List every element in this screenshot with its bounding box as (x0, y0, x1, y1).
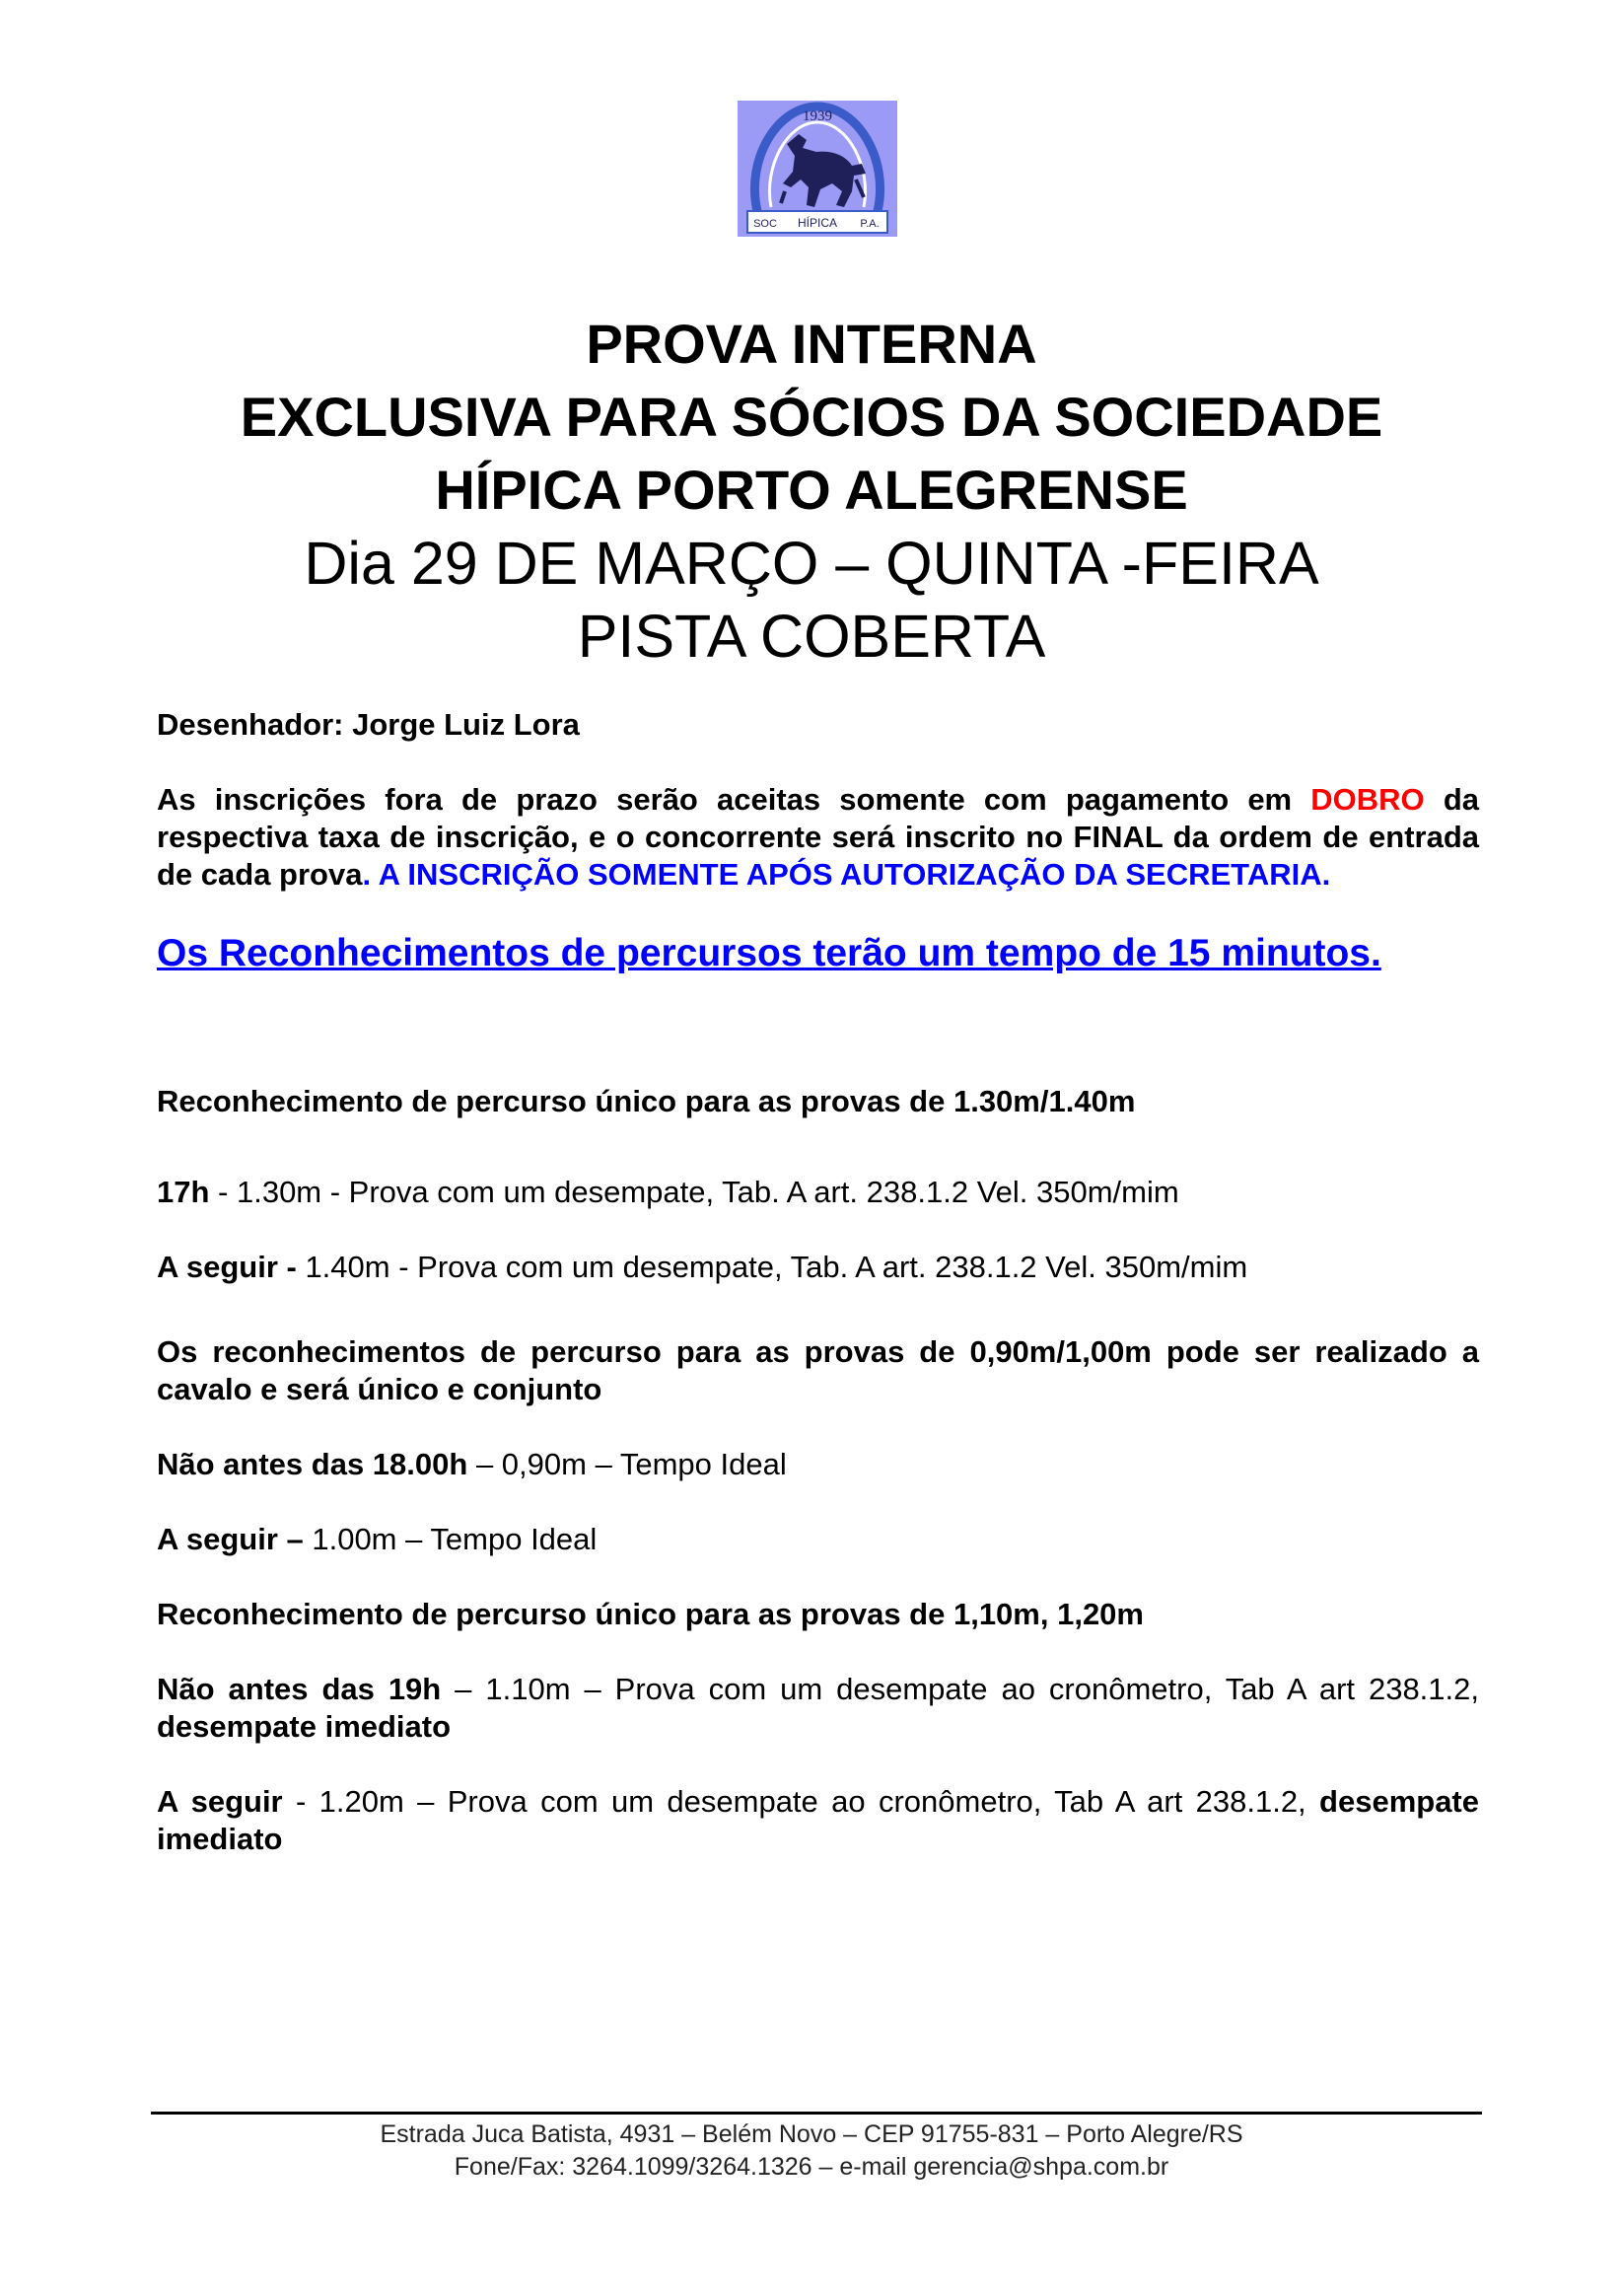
designer-line: Desenhador: Jorge Luiz Lora (157, 707, 580, 742)
notice-authorization: A INSCRIÇÃO SOMENTE APÓS AUTORIZAÇÃO DA SECRETARIA. (371, 857, 1331, 892)
item-text: 1.00m – Tempo Ideal (303, 1522, 598, 1556)
footer-address: Estrada Juca Batista, 4931 – Belém Novo – CEP 91755-831 – Porto Alegre/RS (380, 2120, 1243, 2148)
logo-banner-right: P.A. (860, 218, 880, 230)
item-time: A seguir (157, 1784, 283, 1819)
notice-dot: . (362, 857, 372, 892)
item-time: A seguir – (157, 1522, 304, 1556)
schedule-item-1-40 (157, 1249, 1479, 1286)
schedule-item-1-20 (157, 1783, 1479, 1858)
title-date: Dia 29 DE MARÇO – QUINTA -FEIRA (304, 530, 1319, 597)
document-title (0, 308, 1623, 673)
title-line-3: HÍPICA PORTO ALEGRENSE (435, 459, 1188, 521)
title-venue: PISTA COBERTA (577, 603, 1046, 670)
notice-dobro: DOBRO (1310, 782, 1425, 817)
item-tiebreak: desempate imediato (157, 1709, 452, 1744)
item-time: A seguir - (157, 1250, 297, 1284)
logo-year: 1939 (803, 108, 832, 124)
item-tiebreak: desempate imediato (157, 1784, 1479, 1856)
item-time: 17h (157, 1175, 210, 1209)
footer (0, 2118, 1623, 2184)
section-1-heading: Reconhecimento de percurso único para as provas de 1.30m/1.40m (157, 1084, 1136, 1118)
item-text: – 1.10m – Prova com um desempate ao cronômetro, Tab A art 238.1.2, (441, 1672, 1479, 1706)
schedule-item-18h (157, 1446, 1479, 1483)
schedule-item-17h (157, 1174, 1479, 1211)
notice-text-1: As inscrições fora de prazo serão aceitas somente com pagamento em (157, 782, 1311, 817)
section-2-heading: Os reconhecimentos de percurso para as provas de 0,90m/1,00m pode ser realizado a cavalo e será único e conjunto (157, 1334, 1479, 1406)
item-text: - 1.30m - Prova com um desempate, Tab. A art. 238.1.2 Vel. 350m/mim (209, 1175, 1179, 1209)
schedule-item-1-00 (157, 1521, 1479, 1558)
late-registration-notice (157, 781, 1479, 894)
club-logo (738, 101, 897, 237)
item-time: Não antes das 19h (157, 1672, 442, 1706)
logo-banner-mid: HÍPICA (797, 216, 838, 230)
item-text: – 0,90m – Tempo Ideal (467, 1447, 787, 1481)
recon-time-link[interactable]: Os Reconhecimentos de percursos terão um tempo de 15 minutos. (157, 932, 1381, 974)
item-text: 1.40m - Prova com um desempate, Tab. A art. 238.1.2 Vel. 350m/mim (296, 1250, 1248, 1284)
item-time: Não antes das 18.00h (157, 1447, 468, 1481)
item-text: - 1.20m – Prova com um desempate ao cronômetro, Tab A art 238.1.2, (282, 1784, 1320, 1819)
footer-contact: Fone/Fax: 3264.1099/3264.1326 – e-mail gerencia@shpa.com.br (454, 2153, 1169, 2181)
footer-divider (151, 2112, 1482, 2115)
schedule-item-19h (157, 1671, 1479, 1746)
horse-horseshoe-emblem-icon (738, 101, 897, 237)
title-line-1: PROVA INTERNA (586, 313, 1037, 375)
logo-banner-left: SOC (753, 218, 777, 230)
notice-text-2: da respectiva taxa de inscrição, e o concorrente será inscrito no FINAL da ordem de entrada de cada prova (157, 782, 1479, 892)
title-line-2: EXCLUSIVA PARA SÓCIOS DA SOCIEDADE (240, 386, 1383, 448)
section-3-heading: Reconhecimento de percurso único para as provas de 1,10m, 1,20m (157, 1597, 1144, 1631)
